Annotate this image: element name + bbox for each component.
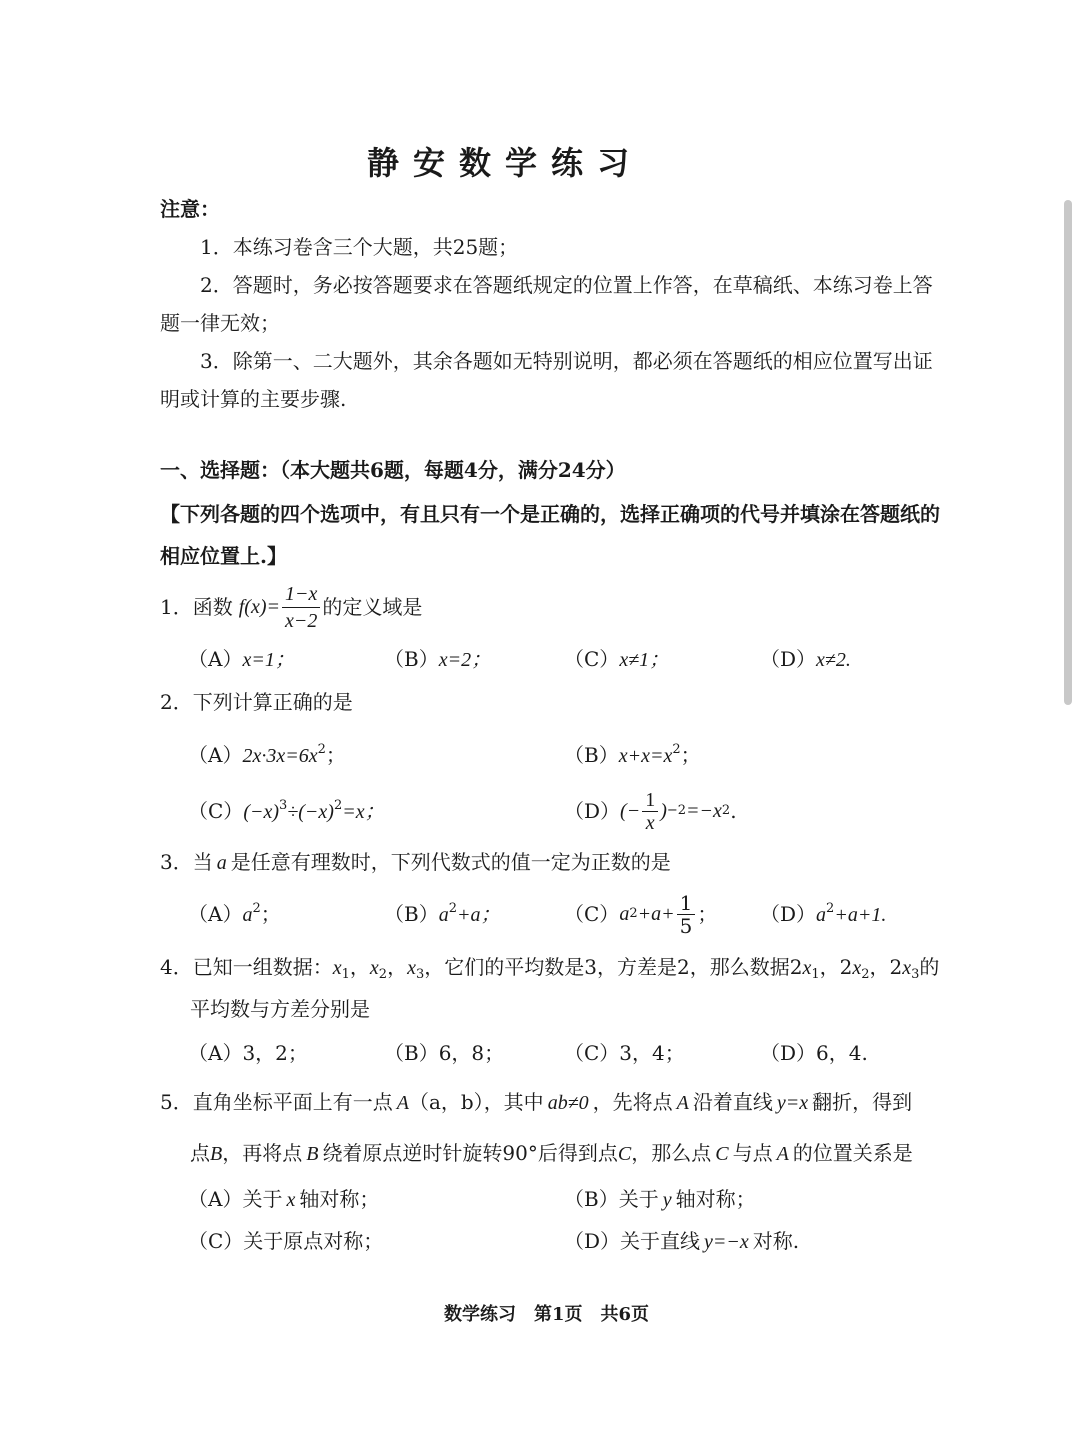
point-label: B <box>306 1143 319 1165</box>
option-label: （B） <box>564 1187 619 1211</box>
option-label: （B） <box>384 902 439 926</box>
option-label: （B） <box>564 743 619 767</box>
question-text: ，再将点 <box>222 1141 303 1165</box>
option-label: （C） <box>188 799 244 823</box>
option-text: 对称. <box>752 1229 800 1253</box>
option-text: 2x·3x=6x <box>242 745 318 767</box>
point-label: A <box>676 1092 689 1114</box>
option-d <box>564 1229 799 1254</box>
option-text: ) <box>660 800 667 822</box>
page-footer: 数学练习 第1页 共6页 <box>443 1304 650 1325</box>
punctuation: ； <box>325 743 346 767</box>
exponent: 2 <box>672 742 681 757</box>
question-text: ，其中 <box>483 1090 544 1114</box>
subscript: 1 <box>811 967 820 982</box>
fraction <box>282 581 320 634</box>
variable: x <box>852 957 862 979</box>
coefficient: 2 <box>789 955 803 979</box>
question-number: 3． <box>160 850 193 874</box>
option-c: （C） a 2 +a+ $\frac{1}{5}$ ； <box>564 890 718 938</box>
option-text: +a+ <box>637 903 675 925</box>
option-text: +a+1. <box>834 904 887 926</box>
option-d <box>760 902 886 927</box>
option-c <box>188 799 385 824</box>
punctuation: ， <box>869 955 890 979</box>
option-text: (−x) <box>243 801 280 823</box>
question-text: ，它们的平均数是3，方差是2，那么数据 <box>424 955 790 979</box>
question-4-stem <box>160 955 939 980</box>
option-b <box>564 1187 756 1212</box>
option-label: （A） <box>188 1187 243 1211</box>
punctuation: ； <box>260 902 281 926</box>
fraction-denominator: x <box>645 811 655 834</box>
option-b: （B）6，8； <box>384 1041 505 1065</box>
page-title: 静安数学练习 <box>366 144 643 182</box>
notice-item-2-cont: 题一律无效； <box>160 311 280 335</box>
coefficient: 2 <box>889 955 903 979</box>
question-5-stem-cont <box>190 1141 913 1166</box>
option-label: （A） <box>188 647 243 671</box>
notice-item-1: 1．本练习卷含三个大题，共25题； <box>200 235 519 259</box>
punctuation: ， <box>387 955 408 979</box>
notice-item-3-cont: 明或计算的主要步骤. <box>160 387 347 411</box>
fraction-numerator: 1 <box>642 789 658 812</box>
punctuation: ； <box>697 902 718 926</box>
variable: x <box>286 1189 296 1211</box>
option-c: （C）关于原点对称； <box>188 1229 384 1253</box>
function-expression: f(x)= <box>238 596 280 618</box>
subscript: 1 <box>341 967 350 982</box>
option-text: =x； <box>342 801 385 823</box>
option-a <box>188 743 346 768</box>
option-text: x≠2. <box>816 649 851 671</box>
punctuation: ， <box>819 955 840 979</box>
subscript: 3 <box>415 967 425 982</box>
coordinate: （a，b） <box>408 1090 484 1114</box>
question-text: 点 <box>190 1141 210 1165</box>
exponent: 3 <box>279 798 288 813</box>
fraction-numerator: 1 <box>677 892 696 915</box>
question-text: ，那么点 <box>631 1141 712 1165</box>
section-heading: 一、选择题：（本大题共6题，每题4分，满分24分） <box>160 458 626 482</box>
option-text: x≠1； <box>619 649 670 671</box>
question-text: 绕着原点逆时针旋转90°后得到点 <box>322 1141 618 1165</box>
question-number: 2． <box>160 690 193 714</box>
option-text: x+x=x <box>618 745 673 767</box>
question-text: 的位置关系是 <box>792 1141 913 1165</box>
point-label: C <box>715 1143 729 1165</box>
point-label: A <box>396 1092 409 1114</box>
option-label: （D） <box>760 647 817 671</box>
variable: a <box>216 852 227 874</box>
option-text: ÷(−x) <box>287 801 334 823</box>
question-2-stem <box>160 690 353 714</box>
subscript: 2 <box>378 967 388 982</box>
variable: x <box>369 957 379 979</box>
option-text: 轴对称； <box>299 1187 380 1211</box>
question-text: 翻折，得到 <box>812 1090 913 1114</box>
question-4-stem-cont: 平均数与方差分别是 <box>190 997 370 1021</box>
section-instruction-2: 相应位置上.】 <box>160 544 287 568</box>
option-text: +a； <box>456 904 501 926</box>
vertical-scrollbar[interactable] <box>1064 200 1072 705</box>
question-5-stem <box>160 1090 912 1115</box>
option-b <box>384 647 491 672</box>
punctuation: . <box>730 799 737 823</box>
notice-item-2: 2．答题时，务必按答题要求在答题纸规定的位置上作答，在草稿纸、本练习卷上答 <box>200 273 933 297</box>
line-equation: y=−x <box>704 1231 749 1253</box>
option-label: （C） <box>564 902 620 926</box>
option-label: （D） <box>564 799 621 823</box>
question-text: 当 <box>192 850 213 874</box>
question-1-stem <box>160 580 422 634</box>
option-text: 轴对称； <box>675 1187 756 1211</box>
option-text: 关于 <box>618 1187 659 1211</box>
option-label: （A） <box>188 743 243 767</box>
condition: ab≠0 <box>547 1092 589 1114</box>
question-3-stem <box>160 850 671 875</box>
notice-item-3: 3．除第一、二大题外，其余各题如无特别说明，都必须在答题纸的相应位置写出证 <box>200 349 933 373</box>
question-text: 是任意有理数时，下列代数式的值一定为正数的是 <box>230 850 671 874</box>
option-text: a <box>242 904 253 926</box>
question-text: ，先将点 <box>592 1090 673 1114</box>
fraction-denominator: x−2 <box>284 609 318 632</box>
exponent: 2 <box>333 798 343 813</box>
question-number: 4． <box>160 955 193 979</box>
option-d <box>760 647 851 672</box>
question-number: 5． <box>160 1090 193 1114</box>
question-text: 沿着直线 <box>692 1090 773 1114</box>
option-d: （D）6，4. <box>760 1041 868 1065</box>
notice-label: 注意： <box>160 197 220 221</box>
option-a <box>188 1187 379 1212</box>
variable: x <box>802 957 812 979</box>
subscript: 2 <box>861 967 870 982</box>
option-label: （C） <box>564 647 620 671</box>
option-text: =−x <box>686 800 722 822</box>
option-label: （D） <box>760 902 817 926</box>
fraction <box>642 789 658 834</box>
coefficient: 2 <box>839 955 853 979</box>
question-text: 的 <box>919 955 940 979</box>
option-label: （B） <box>384 647 439 671</box>
option-d: （D） (− $\frac{1}{x}$ ) −2 =−x 2 . <box>564 788 737 834</box>
punctuation: ； <box>680 743 701 767</box>
option-text: a <box>619 903 630 925</box>
line-equation: y=x <box>776 1092 809 1114</box>
option-b <box>564 743 701 768</box>
point-label: C <box>617 1143 632 1165</box>
option-c <box>564 647 669 672</box>
option-a: （A）3，2； <box>188 1041 308 1065</box>
exponent: 2 <box>826 901 835 916</box>
variable: y <box>662 1189 672 1211</box>
option-text: a <box>438 904 449 926</box>
question-text: 已知一组数据： <box>192 955 333 979</box>
option-a <box>188 647 295 672</box>
option-label: （D） <box>564 1229 621 1253</box>
subscript: 3 <box>911 967 920 982</box>
exponent: 2 <box>317 742 326 757</box>
section-instruction-1: 【下列各题的四个选项中，有且只有一个是正确的，选择正确项的代号并填涂在答题纸的 <box>160 502 940 526</box>
fraction-numerator: 1−x <box>282 581 320 608</box>
option-text: a <box>816 904 827 926</box>
exponent: 2 <box>252 901 261 916</box>
option-c: （C）3，4； <box>564 1041 685 1065</box>
question-text: 函数 <box>192 595 233 619</box>
question-text: 直角坐标平面上有一点 <box>192 1090 393 1114</box>
point-label: A <box>776 1143 789 1165</box>
punctuation: ， <box>349 955 370 979</box>
option-label: （A） <box>188 902 243 926</box>
option-text: 关于直线 <box>620 1229 701 1253</box>
option-text: x=2； <box>438 649 492 671</box>
question-text: 与点 <box>732 1141 773 1165</box>
variable: x <box>902 957 912 979</box>
option-text: 关于 <box>242 1187 283 1211</box>
point-label: B <box>210 1143 223 1165</box>
option-text: (− <box>620 800 641 822</box>
variable: x <box>407 957 416 979</box>
option-text: x=1； <box>242 649 295 671</box>
option-b <box>384 902 500 927</box>
fraction <box>677 892 696 937</box>
fraction-denominator: 5 <box>679 913 693 938</box>
exponent: 2 <box>448 901 457 916</box>
variable: x <box>332 957 342 979</box>
question-text: 下列计算正确的是 <box>192 690 353 714</box>
question-text: 的定义域是 <box>322 595 423 619</box>
option-a <box>188 902 281 927</box>
question-number: 1． <box>160 595 193 619</box>
